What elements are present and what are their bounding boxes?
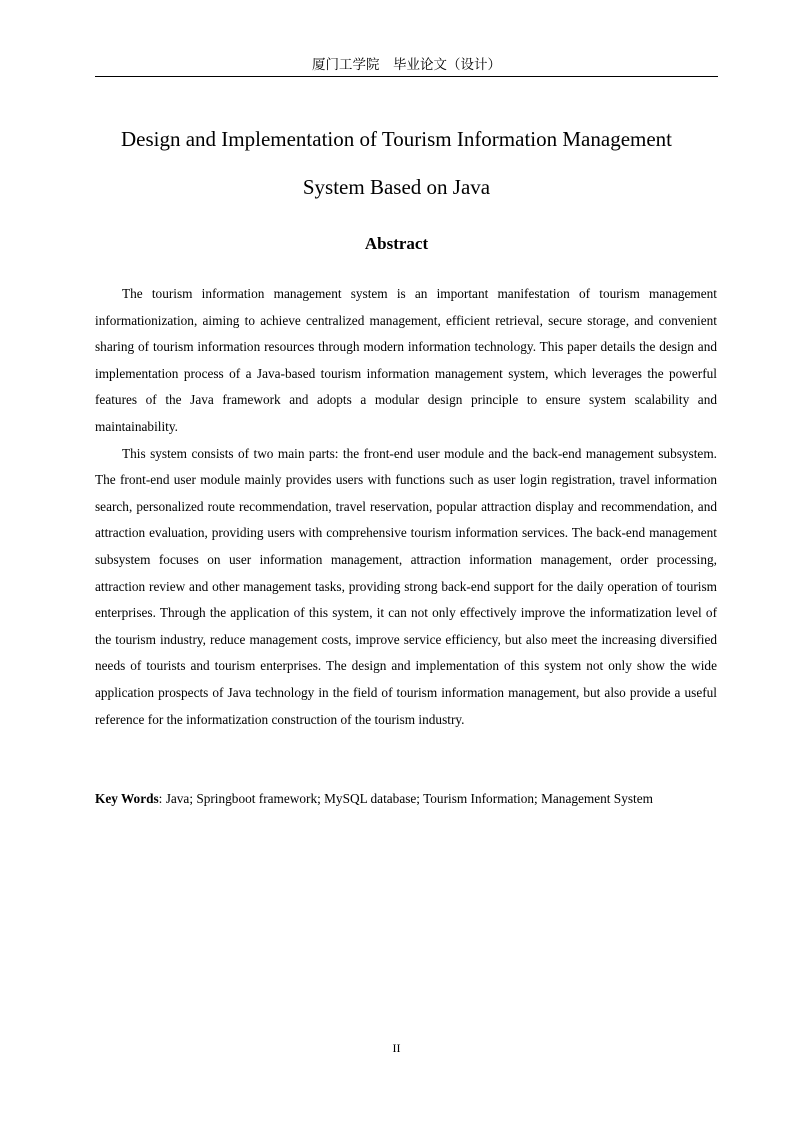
abstract-paragraph-1: The tourism information management system is an important manifestation of tourism management informationization, aiming to achieve centralized management, efficient retrieval, secure storage, and convenient sharing of tourism information resources through modern information technology. This paper details the design and implementation process of a Java-based tourism information management system, which leverages the powerful features of the Java framework and adopts a modular design principle to ensure system scalability and maintainability. [95, 286, 717, 434]
keywords-label: Key Words [95, 791, 159, 806]
paper-title-line-1: Design and Implementation of Tourism Information Management [120, 127, 672, 151]
running-header: 厦门工学院 毕业论文（设计） [95, 56, 718, 77]
keywords-line [95, 787, 717, 811]
abstract-body [95, 281, 717, 733]
page-number: II [392, 1041, 401, 1055]
abstract-heading: Abstract [364, 234, 429, 253]
keywords-text: : Java; Springboot framework; MySQL database; Tourism Information; Management System [158, 791, 653, 806]
paper-title-line-2: System Based on Java [302, 175, 491, 199]
abstract-paragraph-2: This system consists of two main parts: the front-end user module and the back-end management subsystem. The front-end user module mainly provides users with functions such as user login registration, travel information search, personalized route recommendation, travel reservation, popular attraction display and recommendation, and attraction evaluation, providing users with comprehensive tourism information services. The back-end management subsystem focuses on user information management, attraction information management, order processing, attraction review and other management tasks, providing strong back-end support for the daily operation of tourism enterprises. Through the application of this system, it can not only effectively improve the informatization level of the tourism industry, reduce management costs, improve service efficiency, but also meet the increasing diversified needs of tourists and tourism enterprises. The design and implementation of this system not only show the wide application prospects of Java technology in the field of tourism information management, but also provide a useful reference for the informatization construction of the tourism industry. [95, 445, 717, 727]
